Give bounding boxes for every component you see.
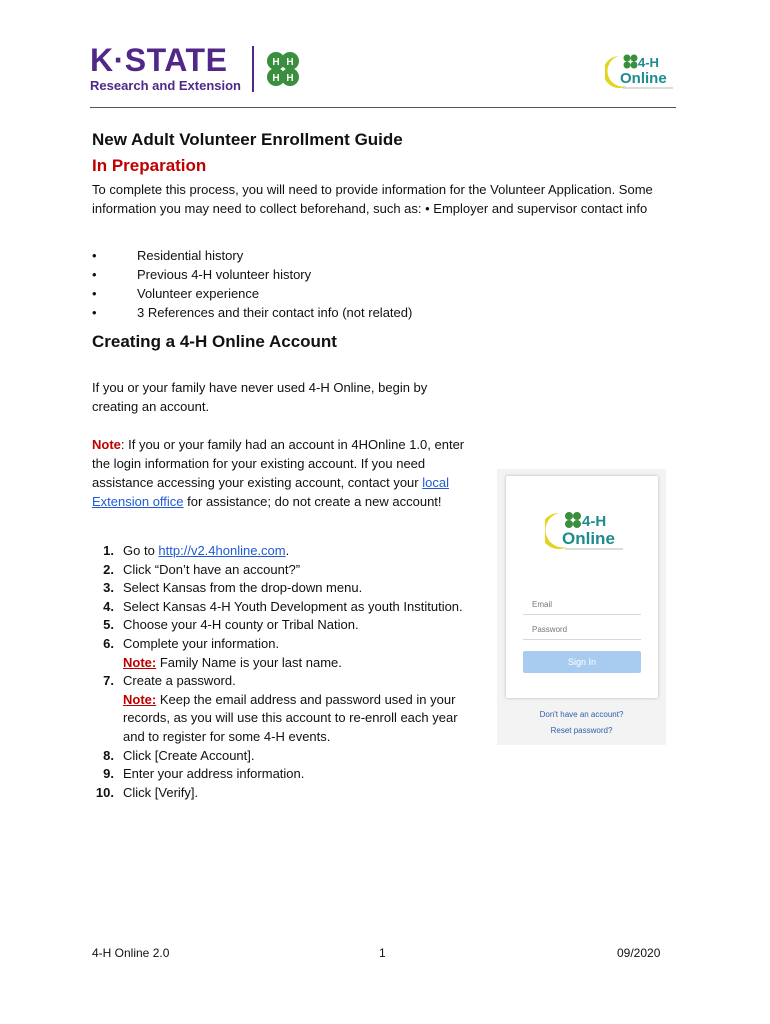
no-account-link[interactable]: Don't have an account?: [539, 710, 624, 719]
page-number: 1: [379, 946, 386, 960]
steps-list: [92, 542, 472, 802]
kstate-subtitle: Research and Extension: [90, 78, 241, 93]
svg-text:Online: Online: [620, 70, 667, 87]
bullet-icon: •: [92, 267, 97, 282]
list-item: 7. Create a password. Note: Keep the email address and password used in your records, as you will use this account to re-enroll each year and to register for some 4-H events.: [103, 673, 458, 744]
preparation-intro: To complete this process, you will need to provide information for the Volunteer Application. Some information you may need to collect beforehand, such as: • Employer and supervisor contact info: [92, 182, 653, 216]
reset-password-link[interactable]: Reset password?: [550, 726, 613, 735]
header-rule: [90, 107, 676, 108]
svg-text:H: H: [272, 73, 280, 84]
kstate-wordmark: K·STATE: [90, 42, 228, 78]
kstate-logo: [90, 44, 241, 93]
list-item: 8. Click [Create Account].: [103, 747, 255, 763]
logo-divider: [252, 46, 254, 92]
list-item: 3. Select Kansas from the drop-down menu.: [103, 580, 363, 596]
account-note: Note: If you or your family had an account in 4HOnline 1.0, enter the login information for your existing account. If you need assistance accessing your existing account, contact your local Extension office for assistance; do not create a new account!: [92, 437, 465, 509]
4honline-link[interactable]: http://v2.4honline.com: [158, 543, 286, 558]
list-item: 5. Choose your 4-H county or Tribal Nation.: [103, 617, 359, 633]
note-label: Note: [92, 437, 121, 452]
list-item: 10. Click [Verify].: [95, 784, 199, 800]
account-intro: If you or your family have never used 4-H Online, begin by creating an account.: [92, 380, 428, 414]
sign-in-button[interactable]: Sign In: [523, 651, 641, 673]
list-item: 1. Go to http://v2.4honline.com.: [103, 543, 290, 558]
footer-left: 4-H Online 2.0: [92, 946, 170, 960]
email-field[interactable]: Email: [523, 593, 641, 615]
section-heading-account: Creating a 4-H Online Account: [92, 332, 337, 351]
list-item: 4. Select Kansas 4-H Youth Development as youth Institution.: [103, 598, 463, 614]
section-heading-preparation: In Preparation: [92, 156, 207, 175]
bullet-icon: •: [92, 286, 97, 301]
extension-office-link[interactable]: local Extension office: [92, 475, 449, 509]
svg-text:4-H: 4-H: [582, 513, 607, 530]
bullet-icon: •: [92, 305, 97, 320]
svg-text:Online: Online: [562, 529, 615, 548]
list-item: 2. Click “Don’t have an account?”: [103, 561, 301, 577]
list-item: 6. Complete your information. Note: Family Name is your last name.: [103, 635, 342, 670]
svg-text:H: H: [286, 73, 294, 84]
4h-online-logo: [605, 48, 677, 92]
list-item: 9. Enter your address information.: [103, 766, 305, 782]
page-title: New Adult Volunteer Enrollment Guide: [92, 130, 403, 149]
password-field[interactable]: Password: [523, 618, 641, 640]
svg-text:H: H: [272, 57, 280, 68]
bullet-icon: •: [92, 248, 97, 263]
4h-online-logo: [545, 505, 627, 553]
note-label: Note:: [123, 691, 157, 707]
svg-text:H: H: [286, 57, 294, 68]
svg-text:4-H: 4-H: [638, 55, 659, 70]
footer-date: 09/2020: [617, 946, 661, 960]
4h-clover-icon: [261, 48, 305, 92]
note-label: Note:: [123, 654, 157, 670]
